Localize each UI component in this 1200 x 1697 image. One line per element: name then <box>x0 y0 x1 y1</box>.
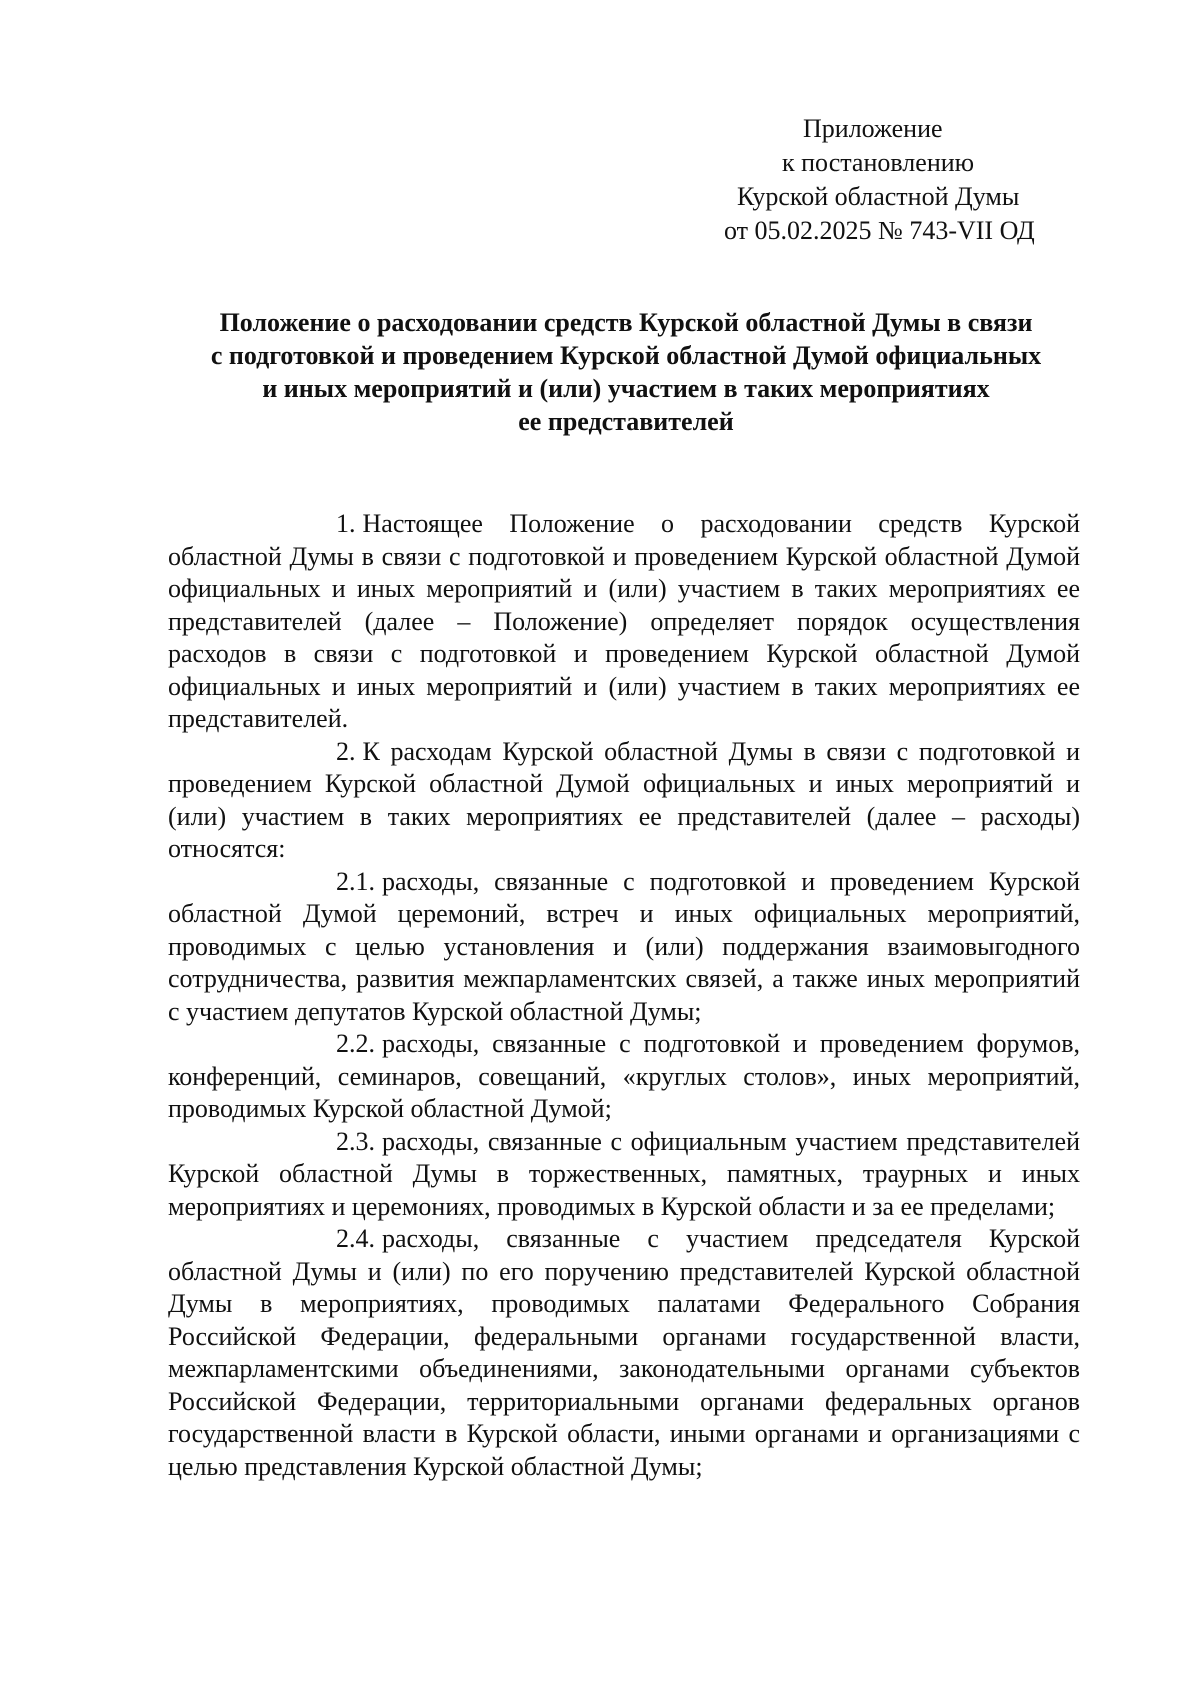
paragraph-number: 2.3. <box>336 1126 375 1156</box>
paragraph-number: 2. <box>336 736 356 766</box>
appendix-line-3: Курской областной Думы <box>737 182 1020 211</box>
document-title <box>168 306 1084 438</box>
paragraph-number: 2.1. <box>336 866 375 896</box>
paragraph-2-3 <box>168 1126 1080 1224</box>
appendix-line-2: к постановлению <box>782 148 975 177</box>
appendix-line-1: Приложение <box>803 114 943 143</box>
paragraph-2-2 <box>168 1028 1080 1126</box>
paragraph-number: 2.4. <box>336 1224 375 1253</box>
paragraph-text: расходы, связанные с участием председателя Курской областной Думы и (или) по его поручению представителей Курской областной Думы в мероприятиях, проводимых палатами Федерального Собрания Российской Федерации, федеральными органами государственной власти, межпарламентскими объединениями, законодательными органами субъектов Российской Федерации, территориальными органами федеральных органов государственной власти в Курской области, иными органами и организациями с целью представления Курской областной Думы; <box>168 1224 1080 1481</box>
paragraph-2 <box>168 736 1080 866</box>
title-line-3: и иных мероприятий и (или) участием в таких мероприятиях <box>262 374 990 403</box>
paragraph-2-1 <box>168 866 1080 1029</box>
appendix-line-4: от 05.02.2025 № 743-VII ОД <box>724 216 1035 245</box>
document-body <box>168 508 1080 1483</box>
paragraph-1 <box>168 508 1080 736</box>
paragraph-text: расходы, связанные с подготовкой и проведением Курской областной Думой церемоний, встреч и иных официальных мероприятий, проводимых с целью установления и (или) поддержания взаимовыгодного сотрудничества, развития межпарламентских связей, а также иных мероприятий с участием депутатов Курской областной Думы; <box>168 866 1080 1026</box>
appendix-header <box>700 112 1100 248</box>
paragraph-text: расходы, связанные с подготовкой и проведением форумов, конференций, семинаров, совещаний, «круглых столов», иных мероприятий, проводимых Курской областной Думой; <box>168 1029 1080 1123</box>
title-line-1: Положение о расходовании средств Курской областной Думы в связи <box>219 308 1033 337</box>
paragraph-2-4 <box>168 1223 1080 1483</box>
paragraph-text: Настоящее Положение о расходовании средств Курской областной Думы в связи с подготовкой и проведением Курской областной Думой официальных и иных мероприятий и (или) участием в таких мероприятиях ее представителей (далее – Положение) определяет порядок осуществления расходов в связи с подготовкой и проведением Курской областной Думой официальных и иных мероприятий и (или) участием в таких мероприятиях ее представителей. <box>168 509 1080 733</box>
paragraph-number: 1. <box>336 509 356 538</box>
title-line-4: ее представителей <box>518 407 734 436</box>
title-line-2: с подготовкой и проведением Курской областной Думой официальных <box>210 341 1042 370</box>
paragraph-text: К расходам Курской областной Думы в связи с подготовкой и проведением Курской областной Думой официальных и иных мероприятий и (или) участием в таких мероприятиях ее представителей (далее – расходы) относятся: <box>168 736 1080 863</box>
paragraph-text: расходы, связанные с официальным участием представителей Курской областной Думы в торжественных, памятных, траурных и иных мероприятиях и церемониях, проводимых в Курской области и за ее пределами; <box>168 1126 1080 1221</box>
paragraph-number: 2.2. <box>336 1029 375 1058</box>
